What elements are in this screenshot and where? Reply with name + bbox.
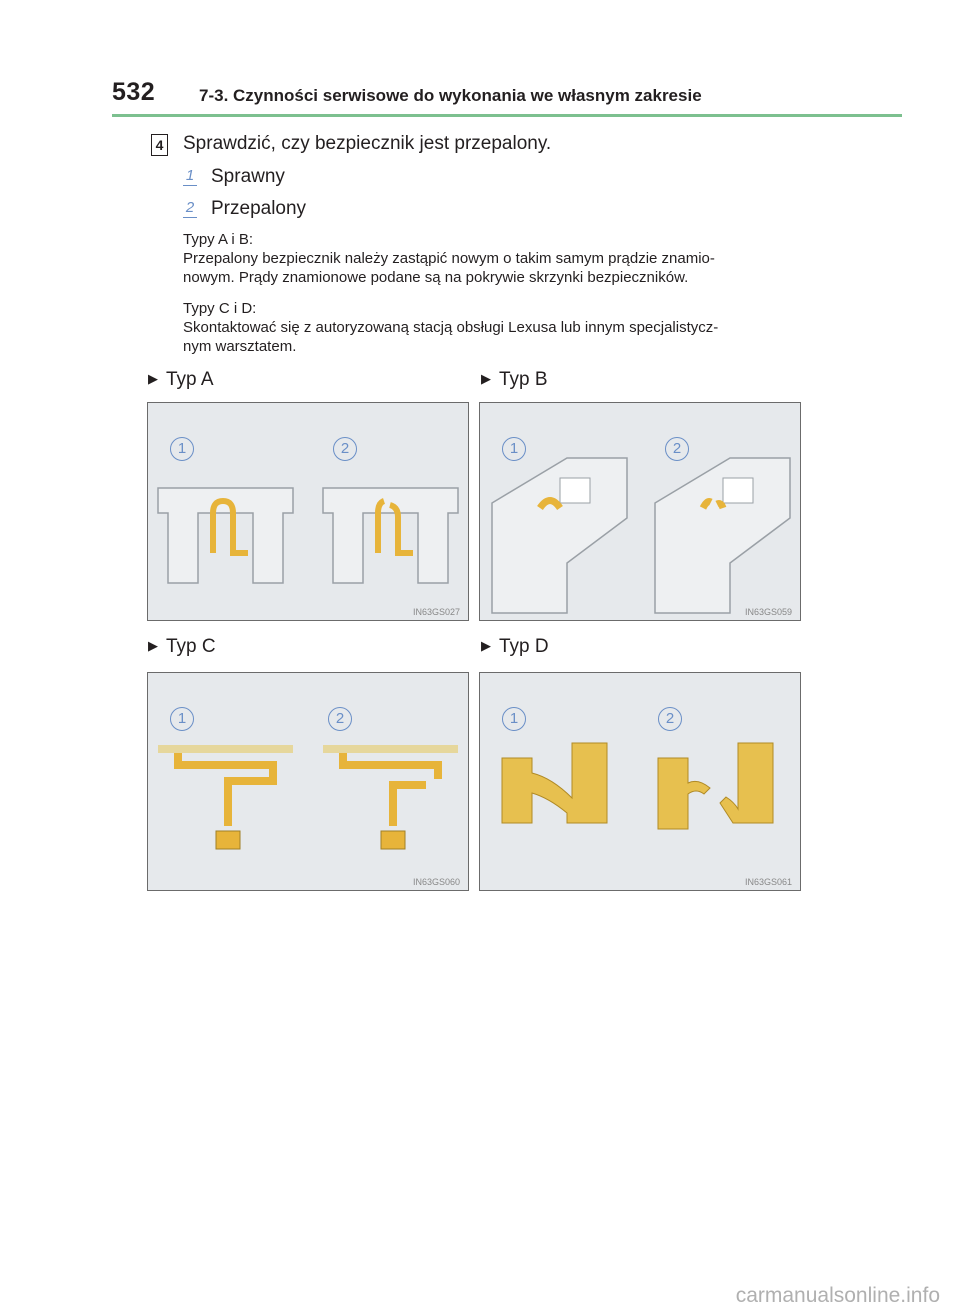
legend-item-ok	[183, 166, 285, 188]
type-label-text: Typ C	[166, 636, 216, 657]
type-label-text: Typ D	[499, 636, 549, 657]
triangle-right-icon: ▶	[481, 371, 491, 386]
marker-2: 2	[665, 437, 689, 461]
page-header	[0, 0, 960, 120]
type-b-label	[481, 369, 548, 391]
note-title: Typy C i D:	[183, 300, 257, 317]
note-line: Przepalony bezpiecznik należy zastąpić nowym o takim samym prądzie znamio-	[183, 250, 715, 267]
page-number: 532	[112, 78, 156, 106]
marker-2: 2	[328, 707, 352, 731]
type-label-text: Typ A	[166, 369, 214, 390]
note-line: nowym. Prądy znamionowe podane są na pokrywie skrzynki bezpieczników.	[183, 269, 689, 286]
note-types-c-d	[183, 299, 718, 356]
type-d-label	[481, 636, 549, 658]
bolt-fuse-drawing	[480, 673, 800, 890]
marker-2: 2	[658, 707, 682, 731]
image-code: IN63GS060	[412, 877, 460, 887]
blade-fuse-drawing	[148, 403, 468, 620]
legend-number-icon: 1	[183, 167, 197, 186]
type-label-text: Typ B	[499, 369, 548, 390]
marker-1: 1	[170, 707, 194, 731]
image-code: IN63GS027	[412, 607, 460, 617]
marker-1: 1	[502, 707, 526, 731]
marker-1: 1	[502, 437, 526, 461]
note-line: Skontaktować się z autoryzowaną stacją obsługi Lexusa lub innym specjalistycz-	[183, 319, 719, 336]
image-code: IN63GS059	[744, 607, 792, 617]
note-title: Typy A i B:	[183, 231, 254, 248]
fuse-type-a-illustration	[147, 402, 469, 621]
fuse-type-d-illustration	[479, 672, 801, 891]
triangle-right-icon: ▶	[148, 638, 158, 653]
cartridge-fuse-drawing	[480, 403, 800, 620]
header-rule	[112, 114, 902, 117]
strip-fuse-drawing	[148, 673, 468, 890]
fuse-type-c-illustration	[147, 672, 469, 891]
legend-number-icon: 2	[183, 199, 197, 218]
legend-label: Sprawny	[211, 166, 285, 187]
legend-label: Przepalony	[211, 198, 307, 219]
legend-item-blown	[183, 198, 306, 220]
type-c-label	[148, 636, 216, 658]
triangle-right-icon: ▶	[148, 371, 158, 386]
marker-2: 2	[333, 437, 357, 461]
image-code: IN63GS061	[744, 877, 792, 887]
watermark: carmanualsonline.info	[735, 1284, 940, 1307]
type-a-label	[148, 369, 214, 391]
note-line: nym warsztatem.	[183, 338, 297, 355]
fuse-type-b-illustration	[479, 402, 801, 621]
triangle-right-icon: ▶	[481, 638, 491, 653]
step-number-box: 4	[151, 134, 168, 156]
step-text: Sprawdzić, czy bezpiecznik jest przepalony.	[183, 133, 552, 154]
marker-1: 1	[170, 437, 194, 461]
section-title: 7-3. Czynności serwisowe do wykonania we własnym zakresie	[199, 86, 702, 105]
note-types-a-b	[183, 230, 715, 287]
